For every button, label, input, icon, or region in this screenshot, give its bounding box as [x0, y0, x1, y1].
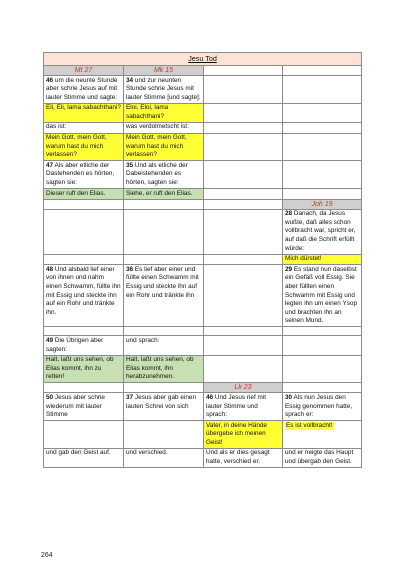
empty-cell: [283, 66, 362, 76]
cell-joh-vollbracht-wrap: [283, 421, 362, 449]
cell-mt-halt: Halt, laßt uns sehen, ob Elias kommt, ihn zu retten!: [44, 355, 124, 383]
cell-mt-eli: Eli, Eli, lama sabachthani?: [44, 103, 124, 122]
empty-cell: [124, 254, 204, 265]
empty-cell: [283, 161, 362, 189]
table-row: [44, 265, 362, 327]
header-row-top: [44, 66, 362, 76]
empty-cell: [44, 254, 124, 265]
cell-mk-halt: Halt, laßt uns sehen, ob Elias kommt, ihn herabzunehmen.: [124, 355, 204, 383]
cell-joh-neigte: und er neigte das Haupt und übergab den Geist.: [283, 448, 362, 467]
cell-mt-47: 47 Als aber etliche der Dastehenden es hörten, sagten sie:: [44, 161, 124, 189]
table-title: Jesu Tod: [44, 53, 362, 66]
cell-joh-29: 29 Es stand nun daselbst ein Gefäß voll Essig. Sie aber füllten einen Schwamm mit Essig und legten ihn um einen Ysop und brachten ihn an seinen Mund.: [283, 265, 362, 327]
spacer-row: [44, 327, 362, 336]
cell-mt-48: 48 Und alsbald lief einer von ihnen und nahm einen Schwamm, füllte ihn mit Essig und steckte ihn auf ein Rohr und tränkte ihn.: [44, 265, 124, 327]
cell-mk-elias: Siehe, er ruft den Elias.: [124, 189, 204, 200]
empty-cell: [204, 327, 283, 336]
cell-mk-36: 36 Es lief aber einer und füllte einen Schwamm mit Essig und steckte ihn auf ein Rohr und tränkte ihn: [124, 265, 204, 327]
cell-mk-meingott: Mein Gott, mein Gott, warum hast du mich verlassen?: [124, 133, 204, 161]
synopsis-table: [43, 52, 362, 468]
empty-cell: [204, 133, 283, 161]
empty-cell: [204, 355, 283, 383]
empty-cell: [283, 133, 362, 161]
cell-mk-34: 34 und zur neunten Stunde schrie Jesus mit lauter Stimme [und sagte]:: [124, 76, 204, 104]
empty-cell: [204, 76, 283, 104]
cell-mt-elias: Dieser ruft den Elias.: [44, 189, 124, 200]
cell-mk-dasist: was verdolmetscht ist:: [124, 122, 204, 133]
cell-joh-durstet: Mich dürstet!: [283, 254, 362, 265]
empty-cell: [204, 199, 283, 209]
empty-cell: [204, 254, 283, 265]
empty-cell: [124, 209, 204, 254]
empty-cell: [204, 209, 283, 254]
empty-cell: [204, 189, 283, 200]
header-mk: Mk 15: [124, 66, 204, 76]
cell-mk-eloi: Eloi, Eloi, lama sabachthani?: [124, 103, 204, 122]
header-mt: Mt 27: [44, 66, 124, 76]
table-row: [44, 133, 362, 161]
empty-cell: [283, 76, 362, 104]
empty-cell: [44, 327, 124, 336]
empty-cell: [283, 189, 362, 200]
empty-cell: [204, 122, 283, 133]
header-row-joh: [44, 199, 362, 209]
cell-mk-37: 37 Jesus aber gab einen lauten Schrei von sich: [124, 393, 204, 421]
empty-cell: [204, 265, 283, 327]
cell-mt-meingott: Mein Gott, mein Gott, warum hast du mich verlassen?: [44, 133, 124, 161]
title-row: [44, 53, 362, 66]
empty-cell: [204, 336, 283, 355]
cell-mt-50: 50 Jesus aber schrie wiederum mit lauter Stimme: [44, 393, 124, 421]
empty-cell: [204, 66, 283, 76]
cell-mt-46: 46 um die neunte Stunde aber schrie Jesus auf mit lauter Stimme und sagte:: [44, 76, 124, 104]
page-number: 264: [41, 552, 53, 559]
empty-cell: [124, 199, 204, 209]
cell-mk-35: 35 Und als etliche der Dabeistehenden es hörten, sagten sie:: [124, 161, 204, 189]
table-row: [44, 393, 362, 421]
table-row: [44, 189, 362, 200]
table-row: [44, 76, 362, 104]
cell-joh-30: 30 Als nun Jesus den Essig genommen hatte, sprach er:: [283, 393, 362, 421]
empty-cell: [283, 355, 362, 383]
header-lk: Lk 23: [204, 383, 283, 393]
table-row: [44, 103, 362, 122]
table-row: [44, 161, 362, 189]
cell-mt-49: 49 Die Übrigen aber sagten:: [44, 336, 124, 355]
table-row: [44, 448, 362, 467]
empty-cell: [124, 383, 204, 393]
empty-cell: [283, 103, 362, 122]
empty-cell: [124, 421, 204, 449]
table-row: [44, 336, 362, 355]
empty-cell: [283, 336, 362, 355]
empty-cell: [283, 327, 362, 336]
cell-lk-46: 46 Und Jesus rief mit lauter Stimme und sprach:: [204, 393, 283, 421]
empty-cell: [283, 122, 362, 133]
cell-joh-vollbracht: Es ist vollbracht!: [286, 421, 333, 429]
empty-cell: [44, 209, 124, 254]
header-row-lk: [44, 383, 362, 393]
empty-cell: [204, 161, 283, 189]
cell-joh-28: 28 Danach, da Jesus wußte, daß alles schon vollbracht war, spricht er, auf daß die Schrift erfüllt würde:: [283, 209, 362, 254]
cell-lk-vater: Vater, in deine Hände übergebe ich meinen Geist!: [204, 421, 283, 449]
cell-mk-verschied: und verschied.: [124, 448, 204, 467]
empty-cell: [204, 103, 283, 122]
table-row: [44, 122, 362, 133]
empty-cell: [44, 421, 124, 449]
header-joh: Joh 19: [283, 199, 362, 209]
empty-cell: [44, 199, 124, 209]
table-row: [44, 355, 362, 383]
empty-cell: [44, 383, 124, 393]
table-row: [44, 254, 362, 265]
cell-lk-verschied: Und als er dies gesagt hatte, verschied er.: [204, 448, 283, 467]
table-row: [44, 209, 362, 254]
cell-mt-dasist: das ist:: [44, 122, 124, 133]
cell-mt-geist: und gab den Geist auf.: [44, 448, 124, 467]
table-row: [44, 421, 362, 449]
empty-cell: [283, 383, 362, 393]
empty-cell: [124, 327, 204, 336]
cell-mk-sprach: und sprach:: [124, 336, 204, 355]
